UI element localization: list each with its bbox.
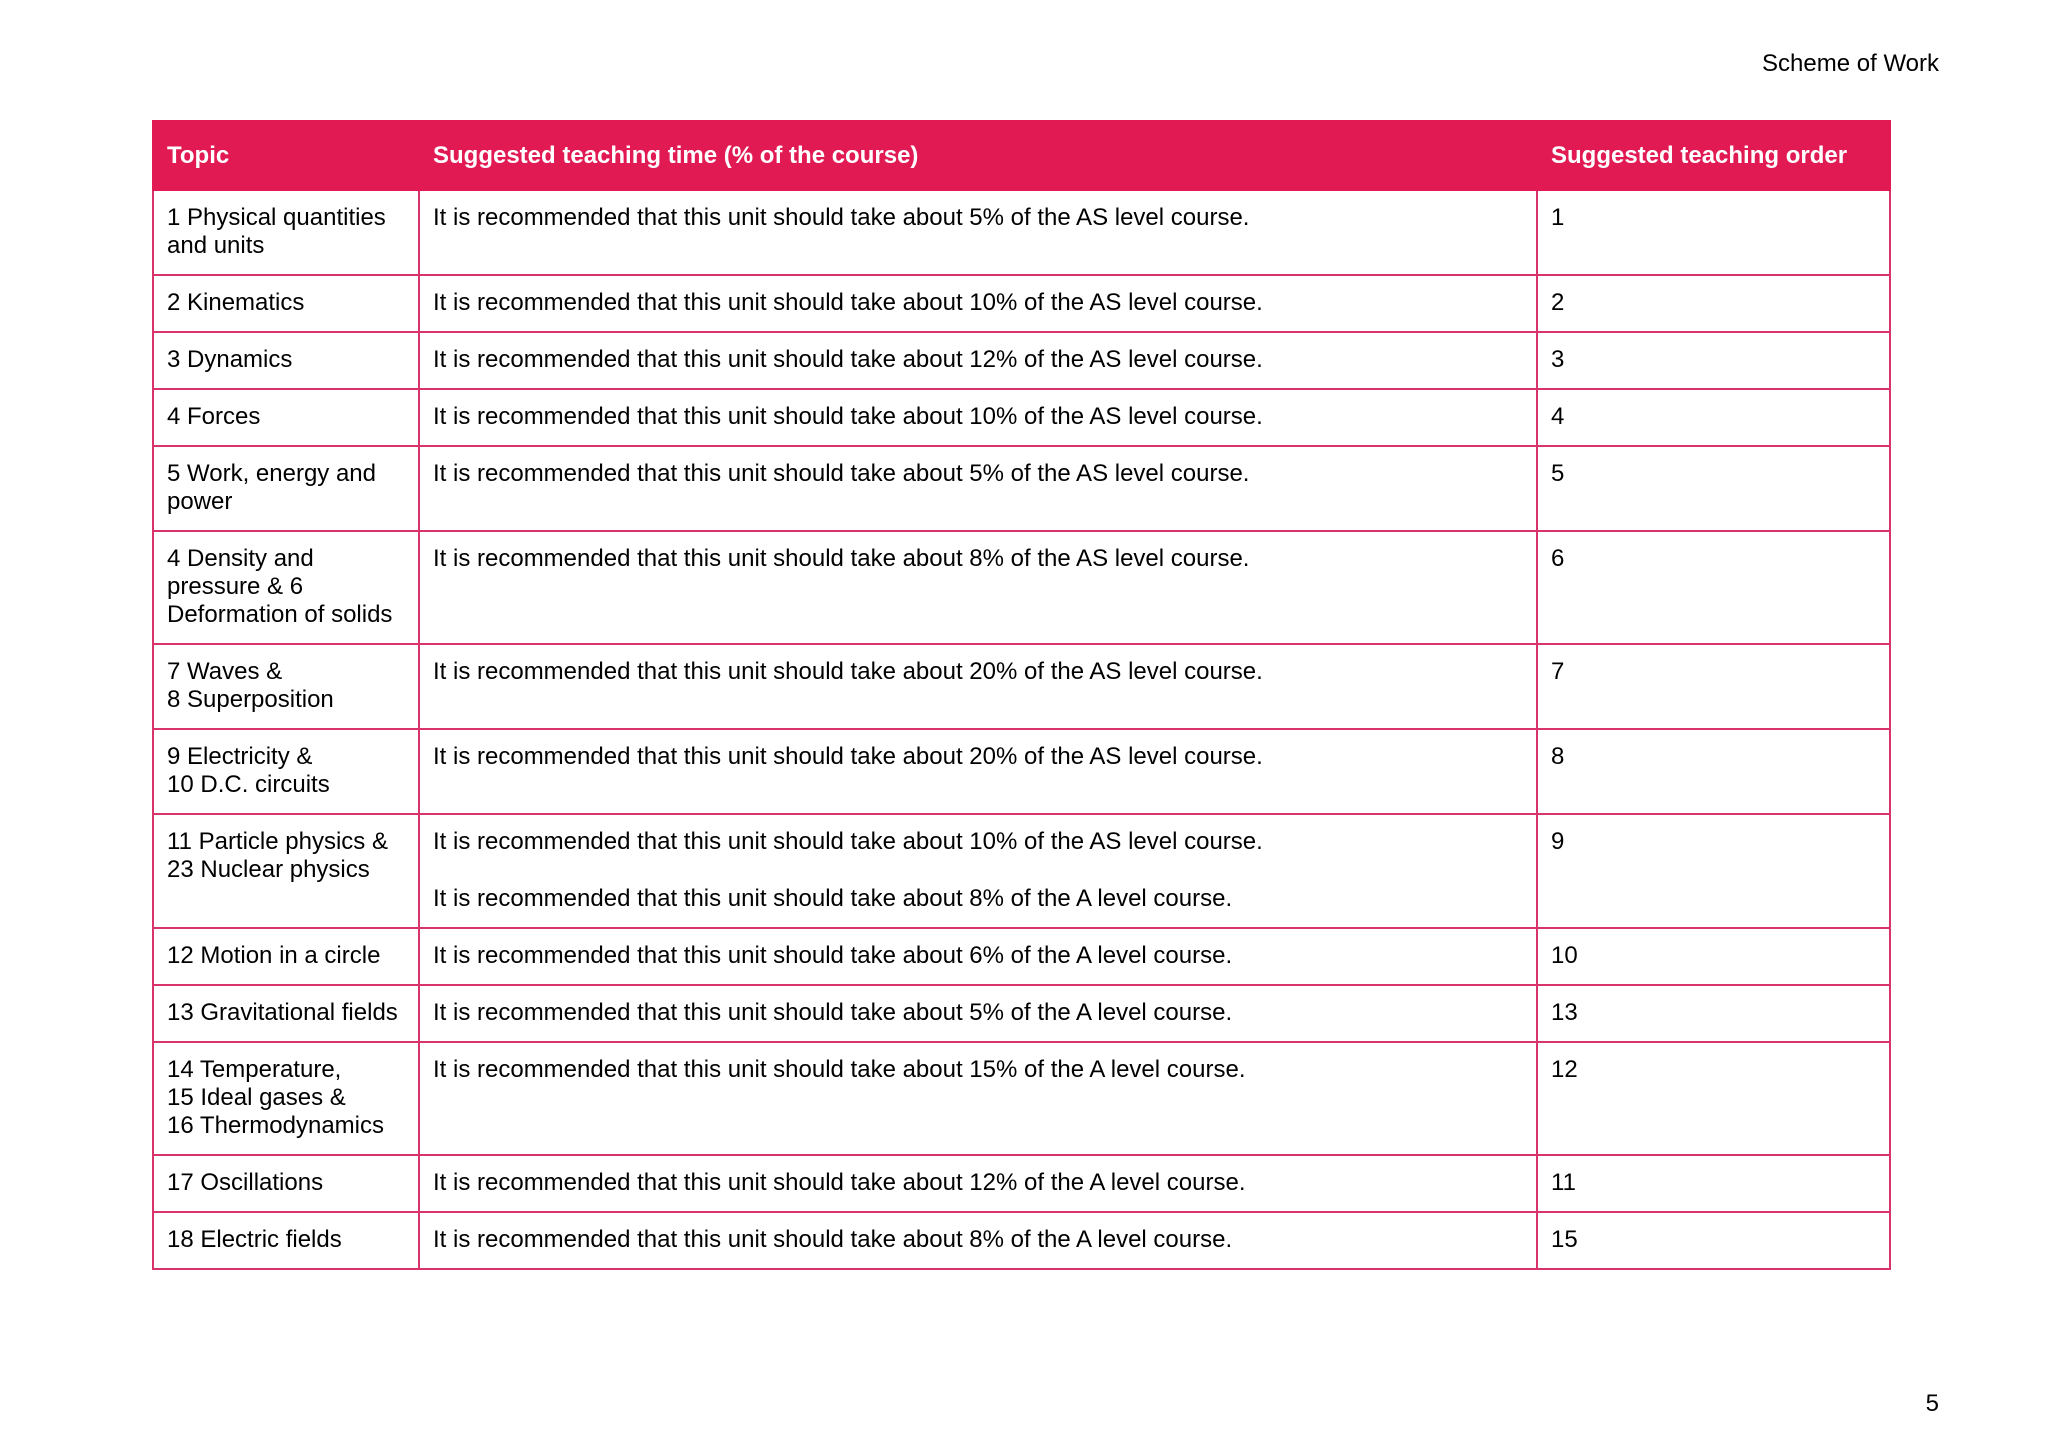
table-row xyxy=(153,985,1890,1042)
topic-text: pressure & 6 xyxy=(167,573,304,600)
teaching-order-cell: 4 xyxy=(1537,389,1890,446)
teaching-order-cell: 5 xyxy=(1537,446,1890,531)
teaching-time-cell xyxy=(419,389,1537,446)
topic-text: 15 Ideal gases & xyxy=(167,1084,346,1111)
table-row xyxy=(153,1212,1890,1269)
running-header: Scheme of Work xyxy=(1762,50,1939,77)
teaching-time-text: It is recommended that this unit should take about 8% of the A level course. xyxy=(433,1226,1233,1253)
table-row xyxy=(153,389,1890,446)
topic-text: 7 Waves & xyxy=(167,658,283,685)
topic-text: 4 Forces xyxy=(167,403,261,430)
topic-text: 4 Density and xyxy=(167,545,314,572)
teaching-order-cell: 12 xyxy=(1537,1042,1890,1155)
table-row xyxy=(153,190,1890,275)
topic-cell xyxy=(153,446,419,531)
topic-text: 13 Gravitational fields xyxy=(167,999,398,1026)
teaching-order-cell: 11 xyxy=(1537,1155,1890,1212)
table-row xyxy=(153,275,1890,332)
topic-cell xyxy=(153,332,419,389)
teaching-time-cell xyxy=(419,644,1537,729)
topic-cell xyxy=(153,1155,419,1212)
teaching-time-text: It is recommended that this unit should take about 5% of the AS level course. xyxy=(433,460,1250,487)
teaching-time-cell xyxy=(419,1155,1537,1212)
teaching-time-text: It is recommended that this unit should take about 15% of the A level course. xyxy=(433,1056,1246,1083)
teaching-order-cell: 1 xyxy=(1537,190,1890,275)
table-body xyxy=(153,190,1890,1269)
teaching-order-cell: 7 xyxy=(1537,644,1890,729)
table-row xyxy=(153,446,1890,531)
topic-cell xyxy=(153,275,419,332)
topic-cell xyxy=(153,985,419,1042)
topic-cell xyxy=(153,729,419,814)
teaching-order-cell: 2 xyxy=(1537,275,1890,332)
topic-text: power xyxy=(167,488,233,515)
topic-text: 3 Dynamics xyxy=(167,346,293,373)
table-header-row xyxy=(153,121,1890,190)
topic-text: 9 Electricity & xyxy=(167,743,313,770)
teaching-order-cell: 15 xyxy=(1537,1212,1890,1269)
teaching-time-text: It is recommended that this unit should take about 10% of the AS level course. xyxy=(433,403,1263,430)
teaching-time-text: It is recommended that this unit should take about 12% of the A level course. xyxy=(433,1169,1246,1196)
teaching-time-cell xyxy=(419,332,1537,389)
teaching-order-cell: 9 xyxy=(1537,814,1890,928)
teaching-order-cell: 10 xyxy=(1537,928,1890,985)
teaching-time-cell xyxy=(419,446,1537,531)
topic-cell xyxy=(153,814,419,928)
topic-text: 23 Nuclear physics xyxy=(167,856,370,883)
table-row xyxy=(153,814,1890,928)
table-row xyxy=(153,1042,1890,1155)
teaching-time-text: It is recommended that this unit should take about 8% of the AS level course. xyxy=(433,545,1250,572)
topic-cell xyxy=(153,1212,419,1269)
teaching-time-text: It is recommended that this unit should take about 20% of the AS level course. xyxy=(433,743,1263,770)
teaching-time-text: It is recommended that this unit should take about 5% of the A level course. xyxy=(433,999,1233,1026)
topic-cell xyxy=(153,531,419,644)
topic-text: Deformation of solids xyxy=(167,601,393,628)
topic-text: 17 Oscillations xyxy=(167,1169,324,1196)
topic-text: 8 Superposition xyxy=(167,686,334,713)
page-number: 5 xyxy=(1925,1390,1939,1417)
teaching-time-cell xyxy=(419,1212,1537,1269)
topic-text: 11 Particle physics & xyxy=(167,828,388,855)
teaching-time-cell xyxy=(419,531,1537,644)
table-row xyxy=(153,928,1890,985)
table-row xyxy=(153,332,1890,389)
column-header-teaching-order: Suggested teaching order xyxy=(1537,121,1890,190)
teaching-time-text: It is recommended that this unit should take about 5% of the AS level course. xyxy=(433,204,1250,231)
table-row xyxy=(153,1155,1890,1212)
scheme-of-work-table xyxy=(152,120,1891,1270)
teaching-time-text: It is recommended that this unit should take about 8% of the A level course. xyxy=(433,885,1233,912)
topic-text: 5 Work, energy and xyxy=(167,460,377,487)
table-row xyxy=(153,729,1890,814)
teaching-time-text: It is recommended that this unit should take about 20% of the AS level course. xyxy=(433,658,1263,685)
teaching-time-cell xyxy=(419,1042,1537,1155)
teaching-time-cell xyxy=(419,190,1537,275)
teaching-order-cell: 6 xyxy=(1537,531,1890,644)
topic-text: and units xyxy=(167,232,265,259)
table-row xyxy=(153,531,1890,644)
topic-text: 2 Kinematics xyxy=(167,289,305,316)
teaching-time-text: It is recommended that this unit should take about 10% of the AS level course. xyxy=(433,828,1263,855)
teaching-time-text: It is recommended that this unit should take about 6% of the A level course. xyxy=(433,942,1233,969)
table-row xyxy=(153,644,1890,729)
teaching-time-text: It is recommended that this unit should take about 10% of the AS level course. xyxy=(433,289,1263,316)
column-header-topic: Topic xyxy=(153,121,419,190)
topic-cell xyxy=(153,644,419,729)
topic-text: 1 Physical quantities xyxy=(167,204,386,231)
topic-text: 12 Motion in a circle xyxy=(167,942,381,969)
topic-cell xyxy=(153,1042,419,1155)
topic-text: 16 Thermodynamics xyxy=(167,1112,384,1139)
teaching-time-cell xyxy=(419,729,1537,814)
teaching-order-cell: 13 xyxy=(1537,985,1890,1042)
topic-cell xyxy=(153,190,419,275)
teaching-order-cell: 8 xyxy=(1537,729,1890,814)
teaching-time-cell xyxy=(419,928,1537,985)
teaching-time-cell xyxy=(419,275,1537,332)
teaching-time-cell xyxy=(419,985,1537,1042)
topic-text: 10 D.C. circuits xyxy=(167,771,330,798)
topic-text: 18 Electric fields xyxy=(167,1226,342,1253)
teaching-time-text: It is recommended that this unit should take about 12% of the AS level course. xyxy=(433,346,1263,373)
teaching-order-cell: 3 xyxy=(1537,332,1890,389)
column-header-teaching-time: Suggested teaching time (% of the course) xyxy=(419,121,1537,190)
teaching-time-cell xyxy=(419,814,1537,928)
topic-cell xyxy=(153,389,419,446)
topic-cell xyxy=(153,928,419,985)
topic-text: 14 Temperature, xyxy=(167,1056,342,1083)
